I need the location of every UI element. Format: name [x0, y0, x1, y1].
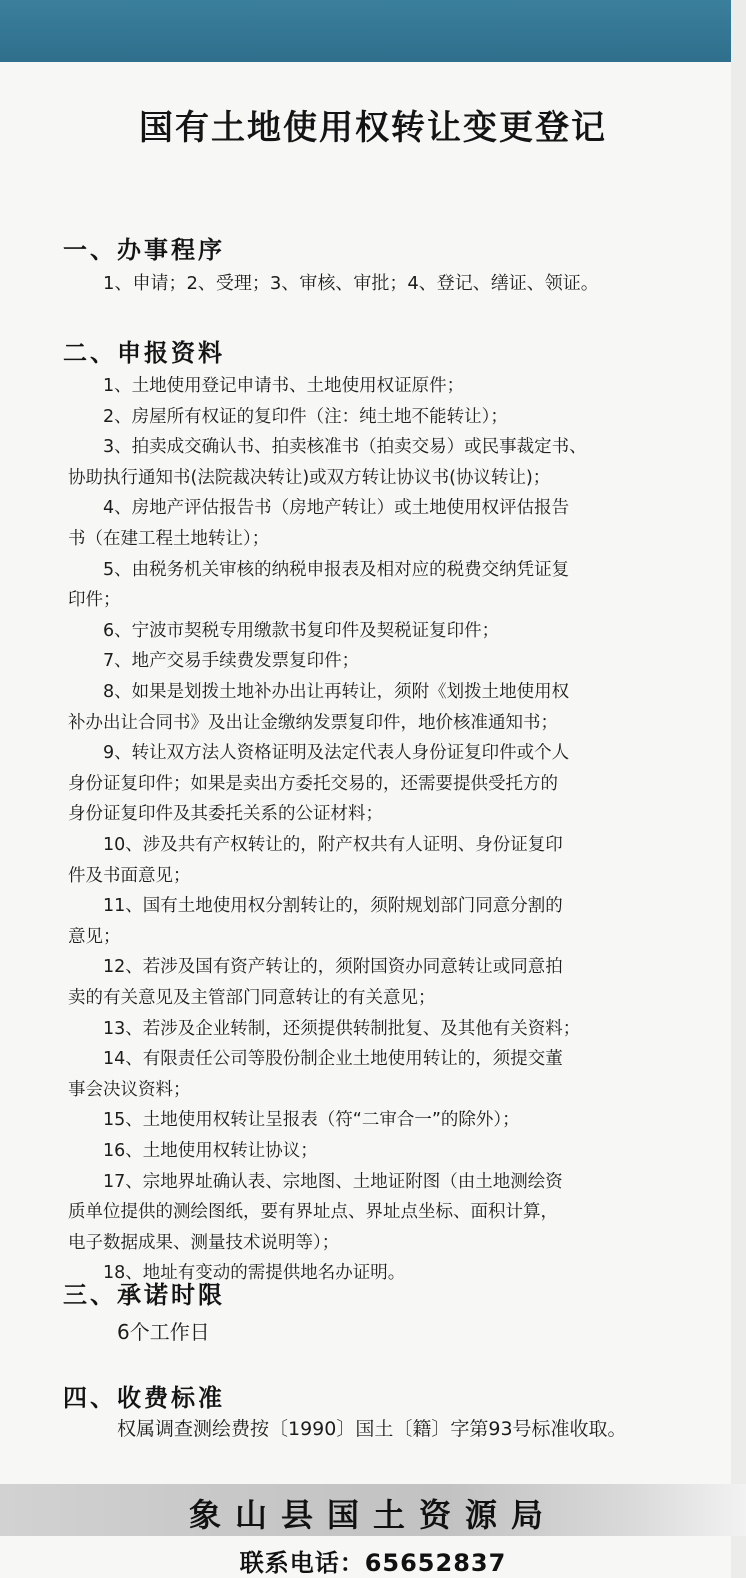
material-line: 13、若涉及企业转制，还须提供转制批复、及其他有关资料；	[103, 1018, 581, 1039]
section-heading-time-limit: 三、承诺时限	[63, 1281, 225, 1309]
right-edge	[731, 0, 746, 1578]
section-heading-procedure: 一、办事程序	[63, 236, 225, 264]
material-line: 3、拍卖成交确认书、拍卖核准书（拍卖交易）或民事裁定书、	[103, 437, 587, 458]
material-line: 4、房地产评估报告书（房地产转让）或土地使用权评估报告	[103, 498, 570, 519]
material-line: 12、若涉及国有资产转让的，须附国资办同意转让或同意拍	[103, 957, 563, 978]
material-line: 电子数据成果、测量技术说明等）；	[68, 1232, 340, 1253]
page-title: 国有土地使用权转让变更登记	[139, 108, 607, 148]
material-line: 意见；	[68, 926, 121, 947]
section-heading-materials: 二、申报资料	[63, 339, 225, 367]
footer-phone: 联系电话：65652837	[239, 1549, 507, 1577]
material-line: 6、宁波市契税专用缴款书复印件及契税证复印件；	[103, 620, 500, 641]
material-line: 9、转让双方法人资格证明及法定代表人身份证复印件或个人	[103, 743, 570, 764]
material-line: 16、土地使用权转让协议；	[103, 1141, 318, 1161]
material-line: 18、地址有变动的需提供地名办证明。	[103, 1263, 406, 1284]
procedure-steps: 1、申请；2、受理；3、审核、审批；4、登记、缮证、领证。	[103, 273, 599, 294]
fee-standard: 权属调查测绘费按〔1990〕国土〔籍〕字第93号标准收取。	[117, 1418, 627, 1440]
material-line: 补办出让合同书》及出让金缴纳发票复印件，地价核准通知书；	[68, 712, 558, 733]
material-line: 15、土地使用权转让呈报表（符“二审合一”的除外）；	[103, 1110, 520, 1131]
material-line: 7、地产交易手续费发票复印件；	[103, 651, 360, 672]
material-line: 14、有限责任公司等股份制企业土地使用转让的，须提交董	[103, 1049, 563, 1070]
material-line: 1、土地使用登记申请书、土地使用权证原件；	[103, 376, 465, 396]
material-line: 书（在建工程土地转让）；	[68, 529, 270, 549]
section-heading-fees: 四、收费标准	[63, 1384, 225, 1412]
material-line: 11、国有土地使用权分割转让的，须附规划部门同意分割的	[103, 896, 563, 917]
material-line: 17、宗地界址确认表、宗地图、土地证附图（由土地测绘资	[103, 1171, 563, 1192]
material-line: 身份证复印件；如果是卖出方委托交易的，还需要提供受托方的	[68, 773, 558, 794]
material-line: 5、由税务机关审核的纳税申报表及相对应的税费交纳凭证复	[103, 559, 570, 580]
time-limit-value: 6个工作日	[117, 1320, 210, 1344]
material-line: 事会决议资料；	[68, 1079, 191, 1100]
material-line: 质单位提供的测绘图纸，要有界址点、界址点坐标、面积计算，	[68, 1202, 558, 1223]
top-color-band	[0, 0, 731, 62]
material-line: 印件；	[68, 590, 121, 611]
material-line: 2、房屋所有权证的复印件（注：纯土地不能转让）；	[103, 406, 508, 427]
material-line: 件及书面意见；	[68, 865, 191, 886]
material-line: 身份证复印件及其委托关系的公证材料；	[68, 804, 383, 825]
material-line: 卖的有关意见及主管部门同意转让的有关意见；	[68, 988, 436, 1008]
material-line: 协助执行通知书(法院裁决转让)或双方转让协议书(协议转让)；	[68, 467, 551, 488]
material-line: 10、涉及共有产权转让的，附产权共有人证明、身份证复印	[103, 835, 563, 855]
material-line: 8、如果是划拨土地补办出让再转让，须附《划拨土地使用权	[103, 682, 570, 702]
footer-organization: 象山县国土资源局	[188, 1496, 557, 1534]
